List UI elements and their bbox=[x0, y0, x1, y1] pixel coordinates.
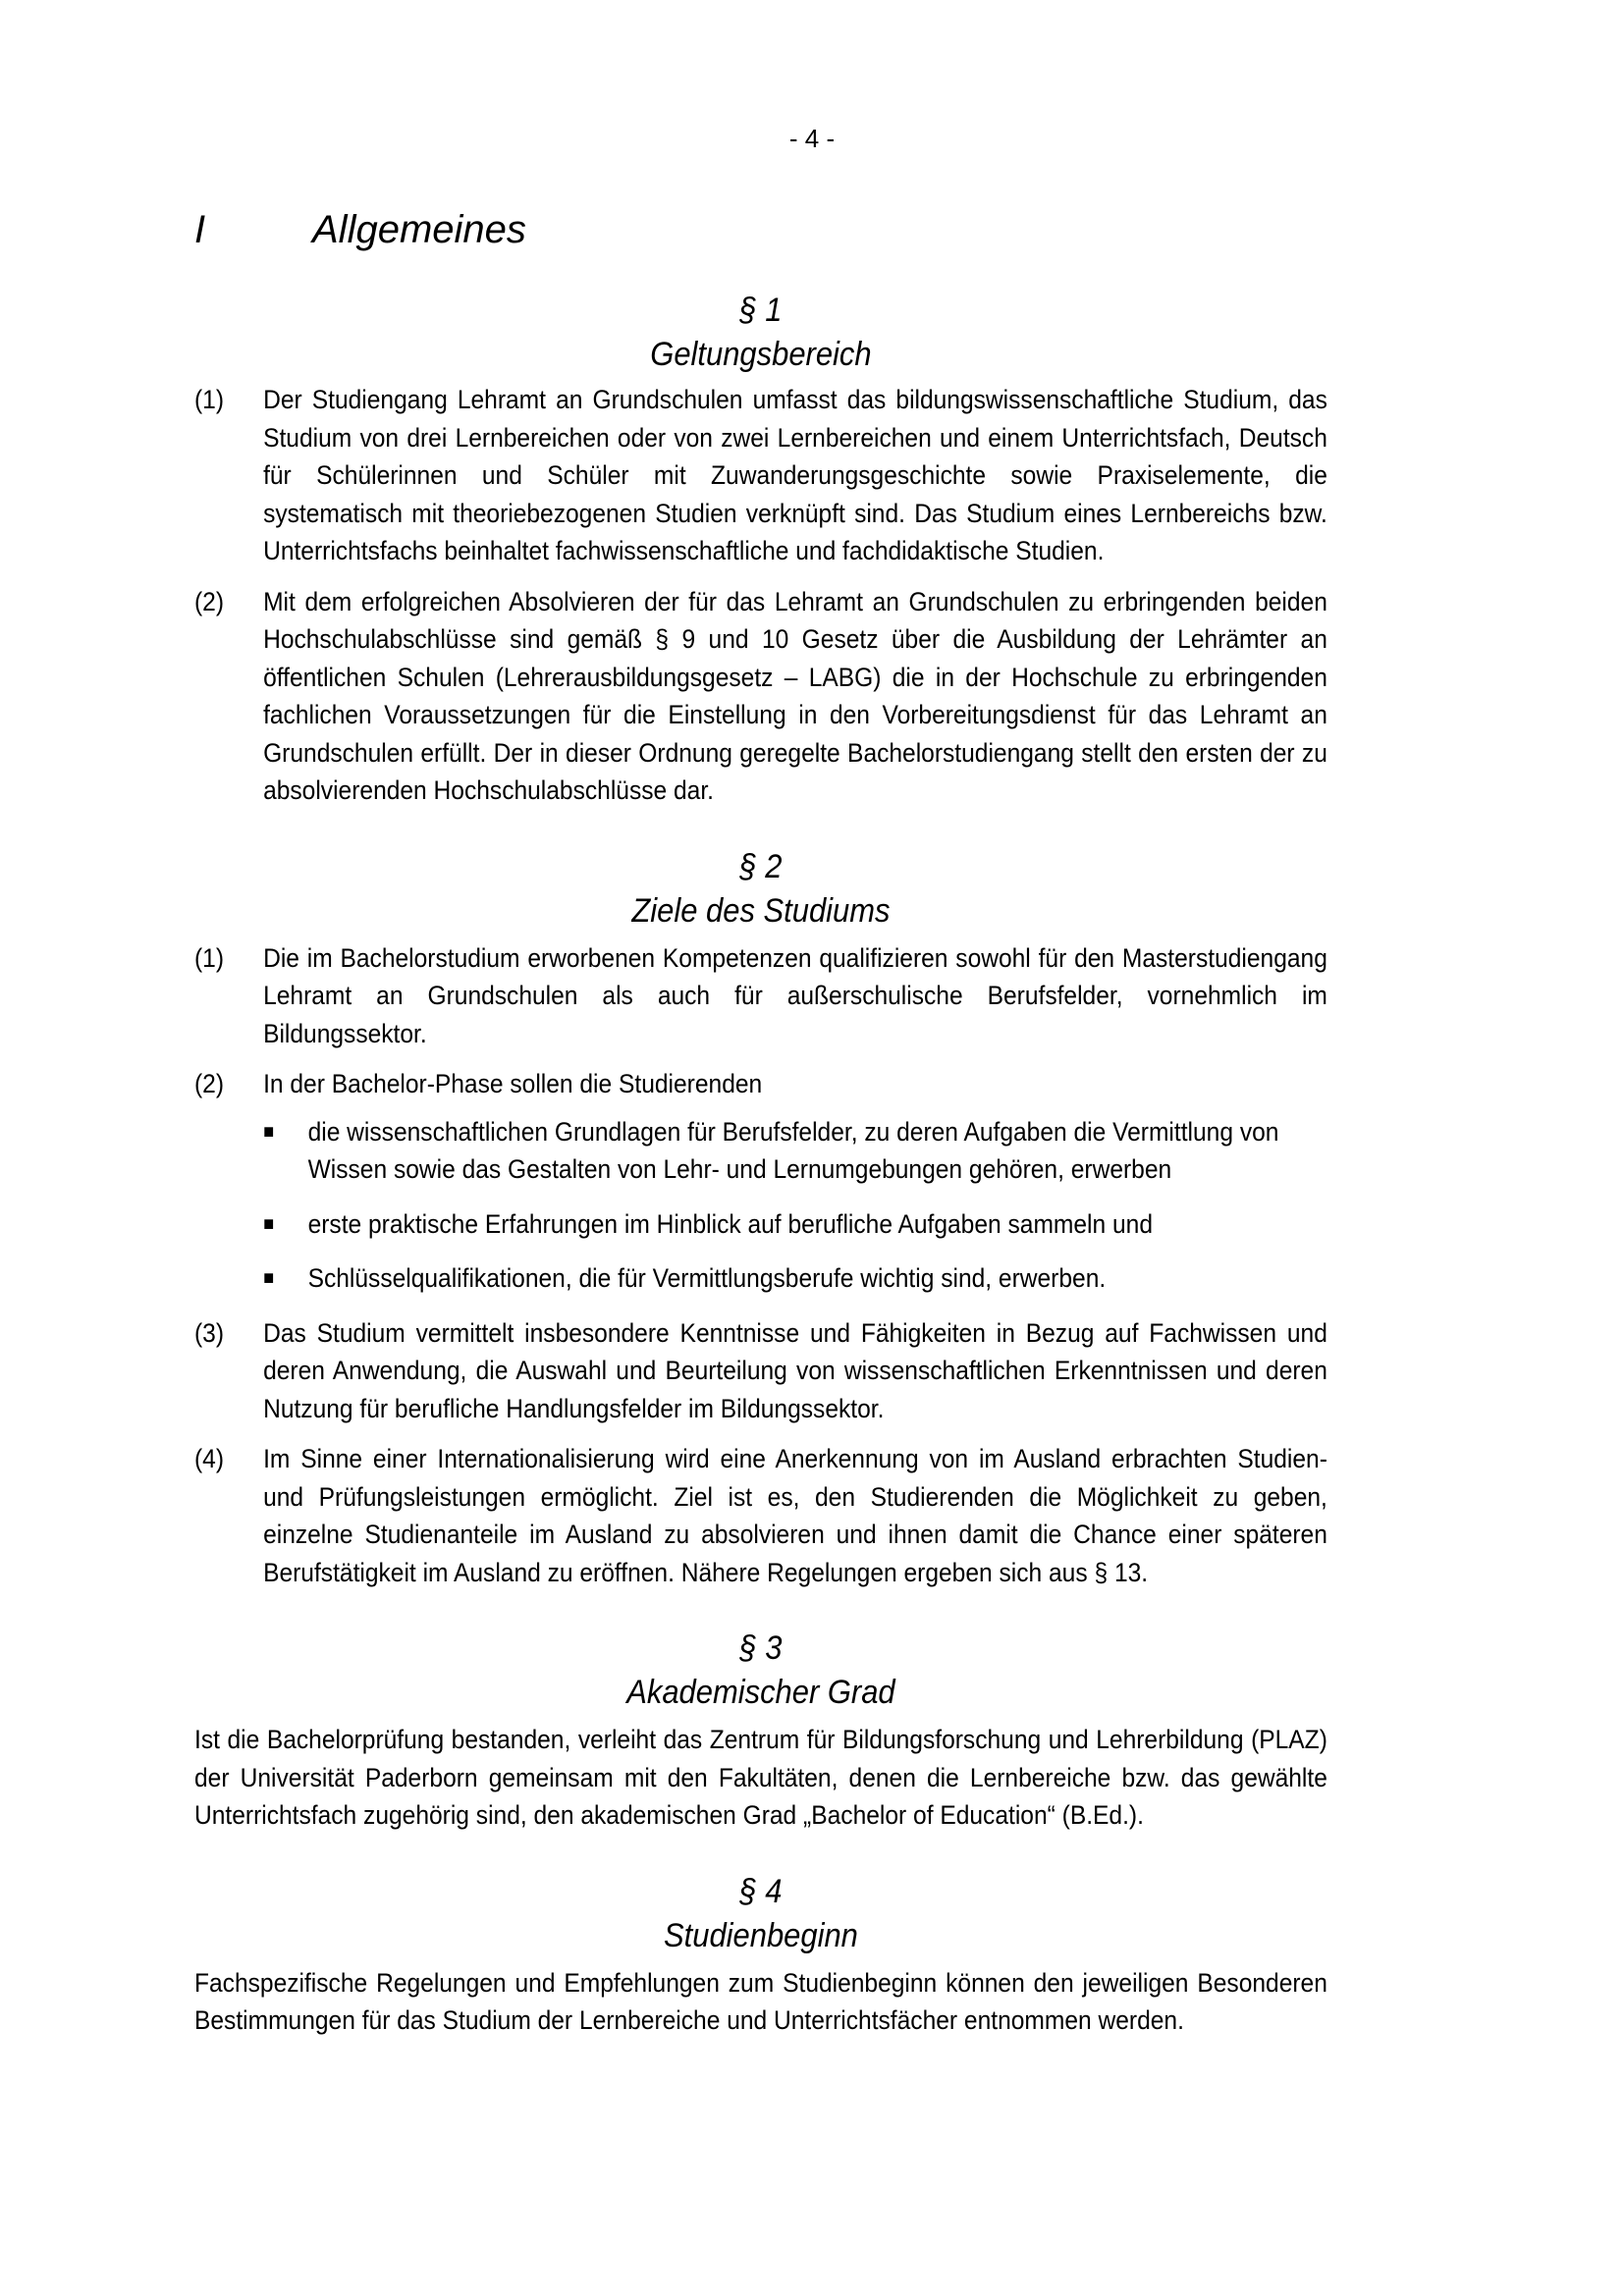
paragraph-number: (1) bbox=[194, 942, 225, 973]
paragraph-text: In der Bachelor-Phase sollen die Studierenden bbox=[263, 1069, 763, 1098]
bullet-list bbox=[263, 1113, 1327, 1298]
paragraph bbox=[194, 1314, 1327, 1428]
section-text: Fachspezifische Regelungen und Empfehlungen zum Studienbeginn können den jeweiligen Besonderen Bestimmungen für das Studium der Lernbereiche und Unterrichtsfächer entnommen werden. bbox=[194, 1967, 1327, 2035]
document-body bbox=[194, 289, 1327, 2053]
bullet-square-icon: ■ bbox=[263, 1120, 275, 1143]
section-title: Geltungsbereich bbox=[650, 336, 872, 373]
chapter-heading bbox=[194, 208, 526, 252]
bullet-square-icon: ■ bbox=[263, 1267, 275, 1289]
paragraph-number: (3) bbox=[194, 1317, 225, 1348]
paragraph bbox=[194, 381, 1327, 570]
paragraph bbox=[194, 1065, 1327, 1103]
section-symbol: § 1 bbox=[739, 292, 783, 329]
paragraph bbox=[194, 939, 1327, 1053]
paragraph-text: Das Studium vermittelt insbesondere Kenntnisse und Fähigkeiten in Bezug auf Fachwissen und deren Anwendung, die Auswahl und Beurteilung von wissenschaftlichen Erkenntnissen und deren Nutzung für berufliche Handlungsfelder im Bildungssektor. bbox=[263, 1317, 1327, 1423]
paragraph-text: Mit dem erfolgreichen Absolvieren der für das Lehramt an Grundschulen zu erbringenden beiden Hochschulabschlüsse sind gemäß § 9 und 10 Gesetz über die Ausbildung der Lehrämter an öffentlichen Schulen (Lehrerausbildungsgesetz – LABG) die in der Hochschule zu erbringenden fachlichen Voraussetzungen für die Einstellung in den Vorbereitungsdienst für das Lehramt an Grundschulen erfüllt. Der in dieser Ordnung geregelte Bachelorstudiengang stellt den ersten der zu absolvierenden Hochschulabschlüsse dar. bbox=[263, 586, 1327, 805]
section-text: Ist die Bachelorprüfung bestanden, verleiht das Zentrum für Bildungsforschung und Lehrerbildung (PLAZ) der Universität Paderborn gemeinsam mit den Fakultäten, denen die Lernbereiche bzw. das gewählte Unterrichtsfach zugehörig sind, den akademischen Grad „Bachelor of Education“ (B.Ed.). bbox=[194, 1725, 1327, 1830]
list-item bbox=[263, 1205, 1327, 1244]
section-symbol: § 4 bbox=[739, 1872, 783, 1910]
list-item bbox=[263, 1259, 1327, 1298]
list-item-text: Schlüsselqualifikationen, die für Vermittlungsberufe wichtig sind, erwerben. bbox=[307, 1263, 1107, 1293]
paragraph-number: (4) bbox=[194, 1444, 225, 1473]
paragraph bbox=[194, 583, 1327, 810]
section-2-heading bbox=[194, 845, 1327, 934]
paragraph-text: Im Sinne einer Internationalisierung wird eine Anerkennung von im Ausland erbrachten Studien- und Prüfungsleistungen ermöglicht. Ziel ist es, den Studierenden die Möglichkeit zu geben, einzelne Studienanteile im Ausland zu absolvieren und ihnen damit die Chance einer späteren Berufstätigkeit im Ausland zu eröffnen. Nähere Regelungen ergeben sich aus § 13. bbox=[263, 1444, 1327, 1587]
section-title: Ziele des Studiums bbox=[631, 891, 891, 930]
section-title: Akademischer Grad bbox=[626, 1674, 895, 1711]
paragraph bbox=[194, 1440, 1327, 1591]
bullet-square-icon: ■ bbox=[263, 1212, 275, 1235]
paragraph-text: Der Studiengang Lehramt an Grundschulen umfasst das bildungswissenschaftliche Studium, das Studium von drei Lernbereichen oder von zwei Lernbereichen und einem Unterrichtsfach, Deutsch für Schülerinnen und Schüler mit Zuwanderungsgeschichte sowie Praxiselemente, die systematisch mit theoriebezogenen Studien verknüpft sind. Das Studium eines Lernbereichs bzw. Unterrichtsfachs beinhaltet fachwissenschaftliche und fachdidaktische Studien. bbox=[263, 385, 1327, 565]
section-4-heading bbox=[194, 1870, 1327, 1958]
paragraph-number: (1) bbox=[194, 385, 225, 414]
section-3-heading bbox=[194, 1627, 1327, 1715]
list-item-text: die wissenschaftlichen Grundlagen für Berufsfelder, zu deren Aufgaben die Vermittlung von Wissen sowie das Gestalten von Lehr- und Lernumgebungen gehören, erwerben bbox=[307, 1116, 1279, 1184]
list-item bbox=[263, 1113, 1327, 1189]
section-symbol: § 2 bbox=[739, 847, 783, 885]
chapter-number: I bbox=[194, 208, 206, 251]
list-item-text: erste praktische Erfahrungen im Hinblick auf berufliche Aufgaben sammeln und bbox=[307, 1208, 1153, 1239]
paragraph-number: (2) bbox=[194, 586, 225, 616]
paragraph-number: (2) bbox=[194, 1069, 225, 1098]
page-number: - 4 - bbox=[788, 124, 836, 153]
paragraph-text: Die im Bachelorstudium erworbenen Kompetenzen qualifizieren sowohl für den Masterstudiengang Lehramt an Grundschulen als auch für außerschulische Berufsfelder, vornehmlich im Bildungssektor. bbox=[263, 942, 1327, 1048]
section-symbol: § 3 bbox=[739, 1629, 783, 1667]
section-1-heading bbox=[194, 289, 1327, 377]
section-title: Studienbeginn bbox=[664, 1916, 858, 1954]
chapter-title: Allgemeines bbox=[312, 208, 526, 251]
